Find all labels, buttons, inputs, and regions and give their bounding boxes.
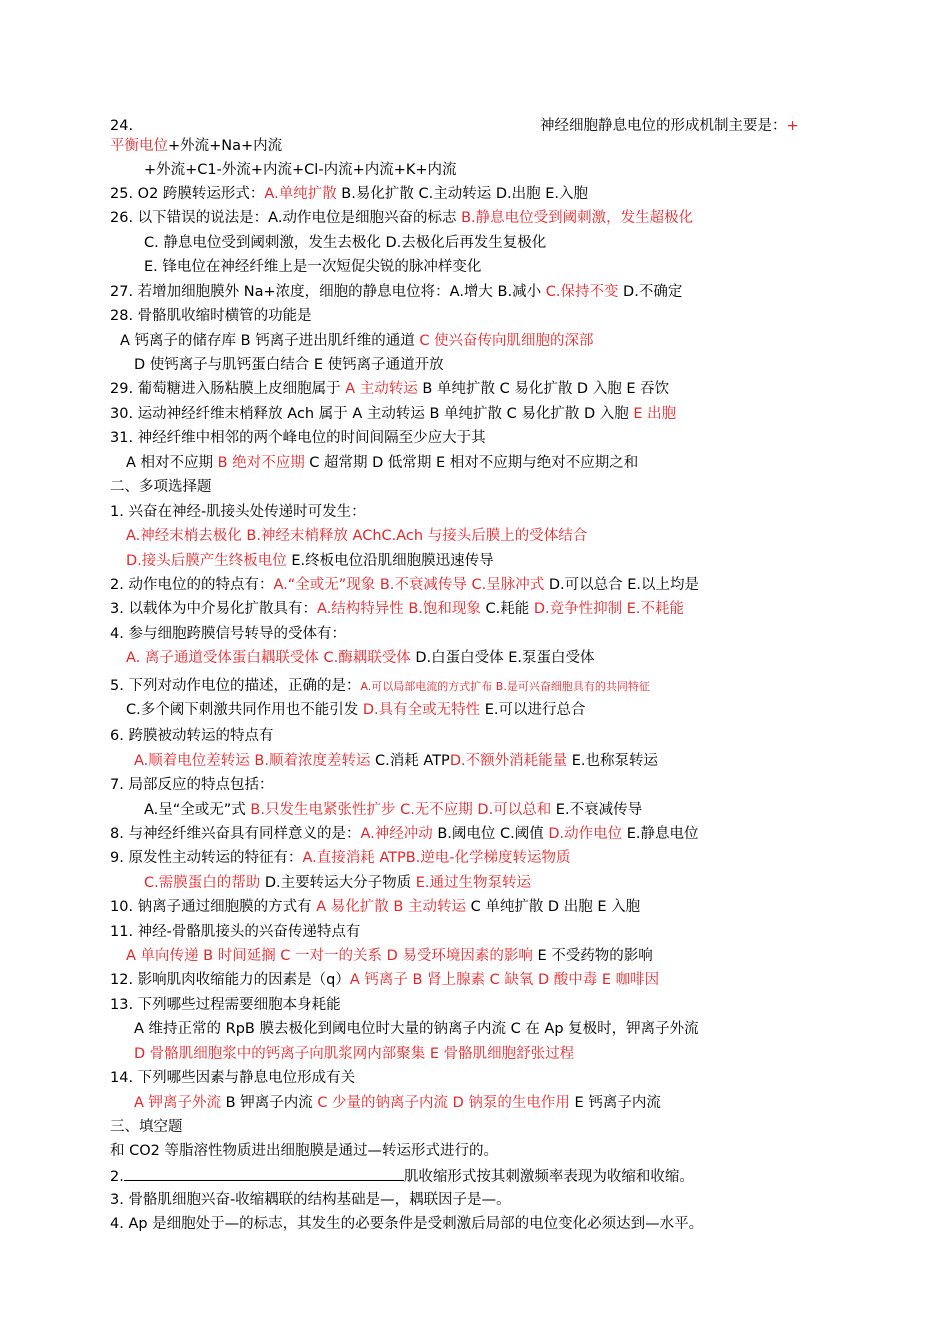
- question-text: 24.: [110, 118, 134, 134]
- text-line-m14: [110, 1068, 355, 1088]
- question-text: D.白蛋白受体 E.泵蛋白受体: [410, 650, 595, 666]
- question-text: E.可以进行总合: [480, 702, 586, 718]
- answer-text: A 易化扩散 B 主动转运: [316, 899, 466, 915]
- fill-question-2: [110, 1166, 694, 1186]
- answer-text: A.直接消耗 ATPB.逆电-化学梯度转运物质: [302, 850, 571, 866]
- fill-question-2-text: 肌收缩形式按其刺激频率表现为收缩和收缩。: [403, 1169, 694, 1185]
- text-line-m14a: [134, 1093, 661, 1113]
- question-text: D.不确定: [618, 284, 683, 300]
- answer-text: D.不额外消耗能量: [449, 753, 568, 769]
- answer-text: A.神经冲动: [360, 826, 433, 842]
- question-text: 25. O2 跨膜转运形式：: [110, 186, 265, 202]
- text-line-q28: [110, 306, 312, 326]
- text-line-q24b: [110, 136, 282, 156]
- answer-text: D.竞争性抑制 E.不耗能: [533, 601, 685, 617]
- text-line-q29: [110, 379, 669, 399]
- question-text: A 相对不应期: [126, 455, 218, 471]
- answer-text: A. 离子通道受体蛋白耦联受体 C.酶耦联受体: [126, 650, 411, 666]
- answer-text: D.动作电位: [548, 826, 623, 842]
- question-text: 4. Ap 是细胞处于—的标志，其发生的必要条件是受刺激后局部的电位变化必须达到—水平。: [110, 1216, 704, 1232]
- text-line-m6a: [134, 751, 658, 771]
- answer-text: C.需膜蛋白的帮助: [144, 875, 261, 891]
- answer-text: C 少量的钠离子内流 D 钠泵的生电作用: [317, 1095, 570, 1111]
- question-text: A.呈“全或无”式: [144, 802, 251, 818]
- text-line-q28d: [134, 355, 444, 375]
- text-line-m9: [110, 848, 571, 868]
- question-text: 6. 跨膜被动转运的特点有: [110, 728, 274, 744]
- text-line-m13a: [134, 1019, 699, 1039]
- question-text: C 单纯扩散 D 出胞 E 入胞: [465, 899, 641, 915]
- question-text: 7. 局部反应的特点包括：: [110, 777, 274, 793]
- question-text: 2. 动作电位的的特点有：: [110, 577, 274, 593]
- question-text: 30. 运动神经纤维末梢释放 Ach 属于 A 主动转运 B 单纯扩散 C 易化扩散 D 入胞: [110, 406, 634, 422]
- question-text: 3. 以载体为中介易化扩散具有：: [110, 601, 317, 617]
- question-text: +外流+C1-外流+内流+Cl-内流+内流+K+内流: [144, 162, 457, 178]
- text-line-m3: [110, 599, 684, 619]
- question-text: 9. 原发性主动转运的特征有：: [110, 850, 303, 866]
- question-text: 13. 下列哪些过程需要细胞本身耗能: [110, 997, 341, 1013]
- text-line-m7a: [144, 800, 642, 820]
- text-line-q26e: [144, 257, 481, 277]
- question-text: E 钙离子内流: [569, 1095, 661, 1111]
- answer-text: C.保持不变: [545, 284, 619, 300]
- answer-text: E.通过生物泵转运: [415, 875, 532, 891]
- answer-text: E 出胞: [633, 406, 677, 422]
- question-text: 二、多项选择题: [110, 479, 212, 495]
- text-line-f4: [110, 1214, 703, 1234]
- question-text: 三、填空题: [110, 1119, 183, 1135]
- text-line-m11: [110, 922, 360, 942]
- question-text: B 单纯扩散 C 易化扩散 D 入胞 E 吞饮: [417, 381, 670, 397]
- answer-text: D 骨骼肌细胞浆中的钙离子向肌浆网内部聚集 E 骨骼肌细胞舒张过程: [134, 1046, 575, 1062]
- question-text: 3. 骨骼肌细胞兴奋-收缩耦联的结构基础是—，耦联因子是—。: [110, 1192, 511, 1208]
- question-text: E.终板电位沿肌细胞膜迅速传导: [286, 553, 494, 569]
- question-text: C.多个阈下刺激共同作用也不能引发: [126, 702, 363, 718]
- answer-text: A.单纯扩散: [264, 186, 337, 202]
- text-line-m10: [110, 897, 640, 917]
- question-text: B.易化扩散 C.主动转运 D.出胞 E.入胞: [336, 186, 588, 202]
- question-text: 26. 以下错误的说法是：A.动作电位是细胞兴奋的标志: [110, 210, 462, 226]
- text-line-m8: [110, 824, 699, 844]
- answer-text: A.神经末梢去极化 B.神经末梢释放 AChC.Ach 与接头后膜上的受体结合: [126, 528, 588, 544]
- text-line-m1d: [126, 551, 494, 571]
- text-line-m13: [110, 995, 341, 1015]
- question-text: E.也称泵转运: [567, 753, 658, 769]
- question-text: 29. 葡萄糖进入肠粘膜上皮细胞属于: [110, 381, 346, 397]
- answer-text: D.具有全或无特性: [362, 702, 481, 718]
- answer-text: B 绝对不应期: [217, 455, 305, 471]
- text-line-q26: [110, 208, 693, 228]
- question-text: C.消耗 ATP: [370, 753, 450, 769]
- text-line-q26c: [144, 233, 546, 253]
- text-line-f1: [110, 1141, 498, 1161]
- question-text: E.静息电位: [622, 826, 699, 842]
- question-text: 14. 下列哪些因素与静息电位形成有关: [110, 1070, 356, 1086]
- question-text: A 维持正常的 RpB 膜去极化到阈电位时大量的钠离子内流 C 在 Ap 复极时，钾离子外流: [134, 1021, 699, 1037]
- question-text: 1. 兴奋在神经-肌接头处传递时可发生：: [110, 504, 366, 520]
- question-text: 10. 钠离子通过细胞膜的方式有: [110, 899, 317, 915]
- answer-text: A.可以局部电流的方式扩布 B.是可兴奋细胞具有的共同特征: [360, 680, 650, 693]
- question-text: 11. 神经-骨骼肌接头的兴奋传递特点有: [110, 924, 361, 940]
- text-line-m2: [110, 575, 699, 595]
- text-line-m13d: [134, 1044, 574, 1064]
- question-text: C. 静息电位受到阈刺激，发生去极化 D.去极化后再发生复极化: [144, 235, 547, 251]
- q24-question: 神经细胞静息电位的形成机制主要是：: [540, 118, 787, 134]
- q24-plus: +: [786, 118, 799, 134]
- answer-text: A.顺着电位差转运 B.顺着浓度差转运: [134, 753, 371, 769]
- question-text: C.耗能: [480, 601, 534, 617]
- question-text: C 超常期 D 低常期 E 相对不应期与绝对不应期之和: [304, 455, 639, 471]
- text-line-m1a: [126, 526, 587, 546]
- text-line-m1: [110, 502, 366, 522]
- question-text: 28. 骨骼肌收缩时横管的功能是: [110, 308, 312, 324]
- question-text: D.可以总合 E.以上均是: [544, 577, 700, 593]
- question-text: B 钾离子内流: [221, 1095, 318, 1111]
- answer-text: A 单向传递 B 时间延搁 C 一对一的关系 D 易受环境因素的影响: [126, 948, 533, 964]
- question-text: E.不衰减传导: [551, 802, 643, 818]
- question-text: 31. 神经纤维中相邻的两个峰电位的时间间隔至少应大于其: [110, 430, 486, 446]
- answer-text: A.结构特异性 B.饱和现象: [316, 601, 481, 617]
- fill-question-2-number: 2.: [110, 1169, 124, 1185]
- question-text: 12. 影响肌肉收缩能力的因素是（q）: [110, 972, 350, 988]
- question-text: 8. 与神经纤维兴奋具有同样意义的是：: [110, 826, 361, 842]
- question-text: 4. 参与细胞跨膜信号转导的受体有：: [110, 626, 346, 642]
- question-text: E. 锋电位在神经纤维上是一次短促尖锐的脉冲样变化: [144, 259, 482, 275]
- text-line-m7: [110, 775, 273, 795]
- text-line-q30: [110, 404, 676, 424]
- answer-text: C 使兴奋传向肌细胞的深部: [419, 333, 594, 349]
- answer-text: A 钙离子 B 肾上腺素 C 缺氧 D 酸中毒 E 咖啡因: [349, 972, 660, 988]
- text-line-f3: [110, 1190, 511, 1210]
- text-line-sec2: [110, 477, 212, 497]
- question-text: D.主要转运大分子物质: [260, 875, 416, 891]
- text-line-q24a: [110, 116, 133, 136]
- question-text: D 使钙离子与肌钙蛋白结合 E 使钙离子通道开放: [134, 357, 444, 373]
- question-text: +外流+Na+内流: [168, 138, 283, 154]
- question-text: 27. 若增加细胞膜外 Na+浓度，细胞的静息电位将：A.增大 B.减小: [110, 284, 546, 300]
- question-text: E 不受药物的影响: [532, 948, 653, 964]
- text-line-q28a: [120, 331, 594, 351]
- text-line-m11a: [126, 946, 653, 966]
- question-text: B.阈电位 C.阈值: [432, 826, 549, 842]
- text-line-m4: [110, 624, 346, 644]
- text-line-q31: [110, 428, 486, 448]
- answer-text: A 主动转运: [345, 381, 418, 397]
- answer-text: B.静息电位受到阈刺激，发生超极化: [461, 210, 694, 226]
- answer-text: D.接头后膜产生终板电位: [126, 553, 287, 569]
- answer-text: B.只发生电紧张性扩步 C.无不应期 D.可以总和: [250, 802, 552, 818]
- answer-text: A.“全或无”现象 B.不衰减传导 C.呈脉冲式: [273, 577, 545, 593]
- answer-text: A 钾离子外流: [134, 1095, 222, 1111]
- answer-text: 平衡电位: [110, 138, 168, 154]
- text-line-q27: [110, 282, 682, 302]
- text-line-q24c: [144, 160, 457, 180]
- text-line-m6: [110, 726, 273, 746]
- fill-blank: [124, 1166, 404, 1181]
- q24-right-text: [540, 116, 799, 136]
- question-text: 5. 下列对动作电位的描述，正确的是：: [110, 678, 361, 694]
- text-line-sec3: [110, 1117, 183, 1137]
- text-line-m5: [110, 676, 650, 696]
- question-text: A 钙离子的储存库 B 钙离子进出肌纤维的通道: [120, 333, 420, 349]
- text-line-m4a: [126, 648, 595, 668]
- text-line-m5c: [126, 700, 586, 720]
- text-line-q31a: [126, 453, 638, 473]
- text-line-q25: [110, 184, 588, 204]
- question-text: 和 CO2 等脂溶性物质进出细胞膜是通过—转运形式进行的。: [110, 1143, 498, 1159]
- text-line-m9c: [144, 873, 531, 893]
- text-line-m12: [110, 970, 659, 990]
